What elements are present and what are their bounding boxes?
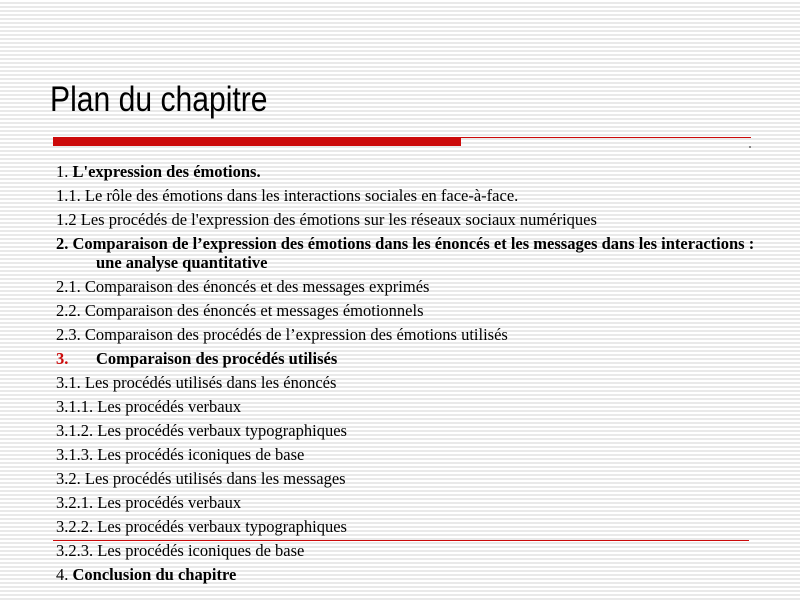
outline-item-3	[56, 349, 766, 368]
outline-item-3-1-3: 3.1.3. Les procédés iconiques de base	[56, 445, 305, 464]
outline-item-3-2-1: 3.2.1. Les procédés verbaux	[56, 493, 242, 512]
chapter-outline	[56, 162, 766, 589]
title-underline-thick-bar	[53, 137, 461, 146]
title-underline	[53, 137, 751, 146]
outline-item-2-3: 2.3. Comparaison des procédés de l’expression des émotions utilisés	[56, 325, 508, 344]
bottom-divider	[53, 540, 749, 541]
outline-item-3-2: 3.2. Les procédés utilisés dans les messages	[56, 469, 346, 488]
outline-item-text: L'expression des émotions.	[72, 162, 261, 181]
outline-item-3-2-2: 3.2.2. Les procédés verbaux typographiques	[56, 517, 347, 536]
slide-title: Plan du chapitre	[50, 80, 268, 119]
outline-item-2-1: 2.1. Comparaison des énoncés et des messages exprimés	[56, 277, 430, 296]
outline-item-number: 4.	[56, 565, 73, 584]
outline-item-3-1-2: 3.1.2. Les procédés verbaux typographiques	[56, 421, 347, 440]
outline-item-2: 2. Comparaison de l’expression des émotions dans les énoncés et les messages dans les interactions : une analyse quantitative	[56, 234, 755, 272]
outline-item-text: Conclusion du chapitre	[72, 565, 237, 584]
outline-item-text: Comparaison des procédés utilisés	[96, 349, 338, 368]
outline-item-number: 1.	[56, 162, 73, 181]
outline-item-3-2-3: 3.2.3. Les procédés iconiques de base	[56, 541, 305, 560]
title-underline-thin-line	[461, 137, 751, 138]
outline-item-2-2: 2.2. Comparaison des énoncés et messages émotionnels	[56, 301, 424, 320]
outline-item-3-1-1: 3.1.1. Les procédés verbaux	[56, 397, 242, 416]
outline-item-1	[56, 162, 766, 181]
outline-item-number: 3.	[56, 349, 69, 368]
outline-item-1-1: 1.1. Le rôle des émotions dans les interactions sociales en face-à-face.	[56, 186, 519, 205]
outline-item-1-2: 1.2 Les procédés de l'expression des émotions sur les réseaux sociaux numériques	[56, 210, 597, 229]
outline-item-4	[56, 565, 766, 584]
outline-item-3-1: 3.1. Les procédés utilisés dans les énoncés	[56, 373, 337, 392]
rule-end-dot	[749, 146, 751, 148]
